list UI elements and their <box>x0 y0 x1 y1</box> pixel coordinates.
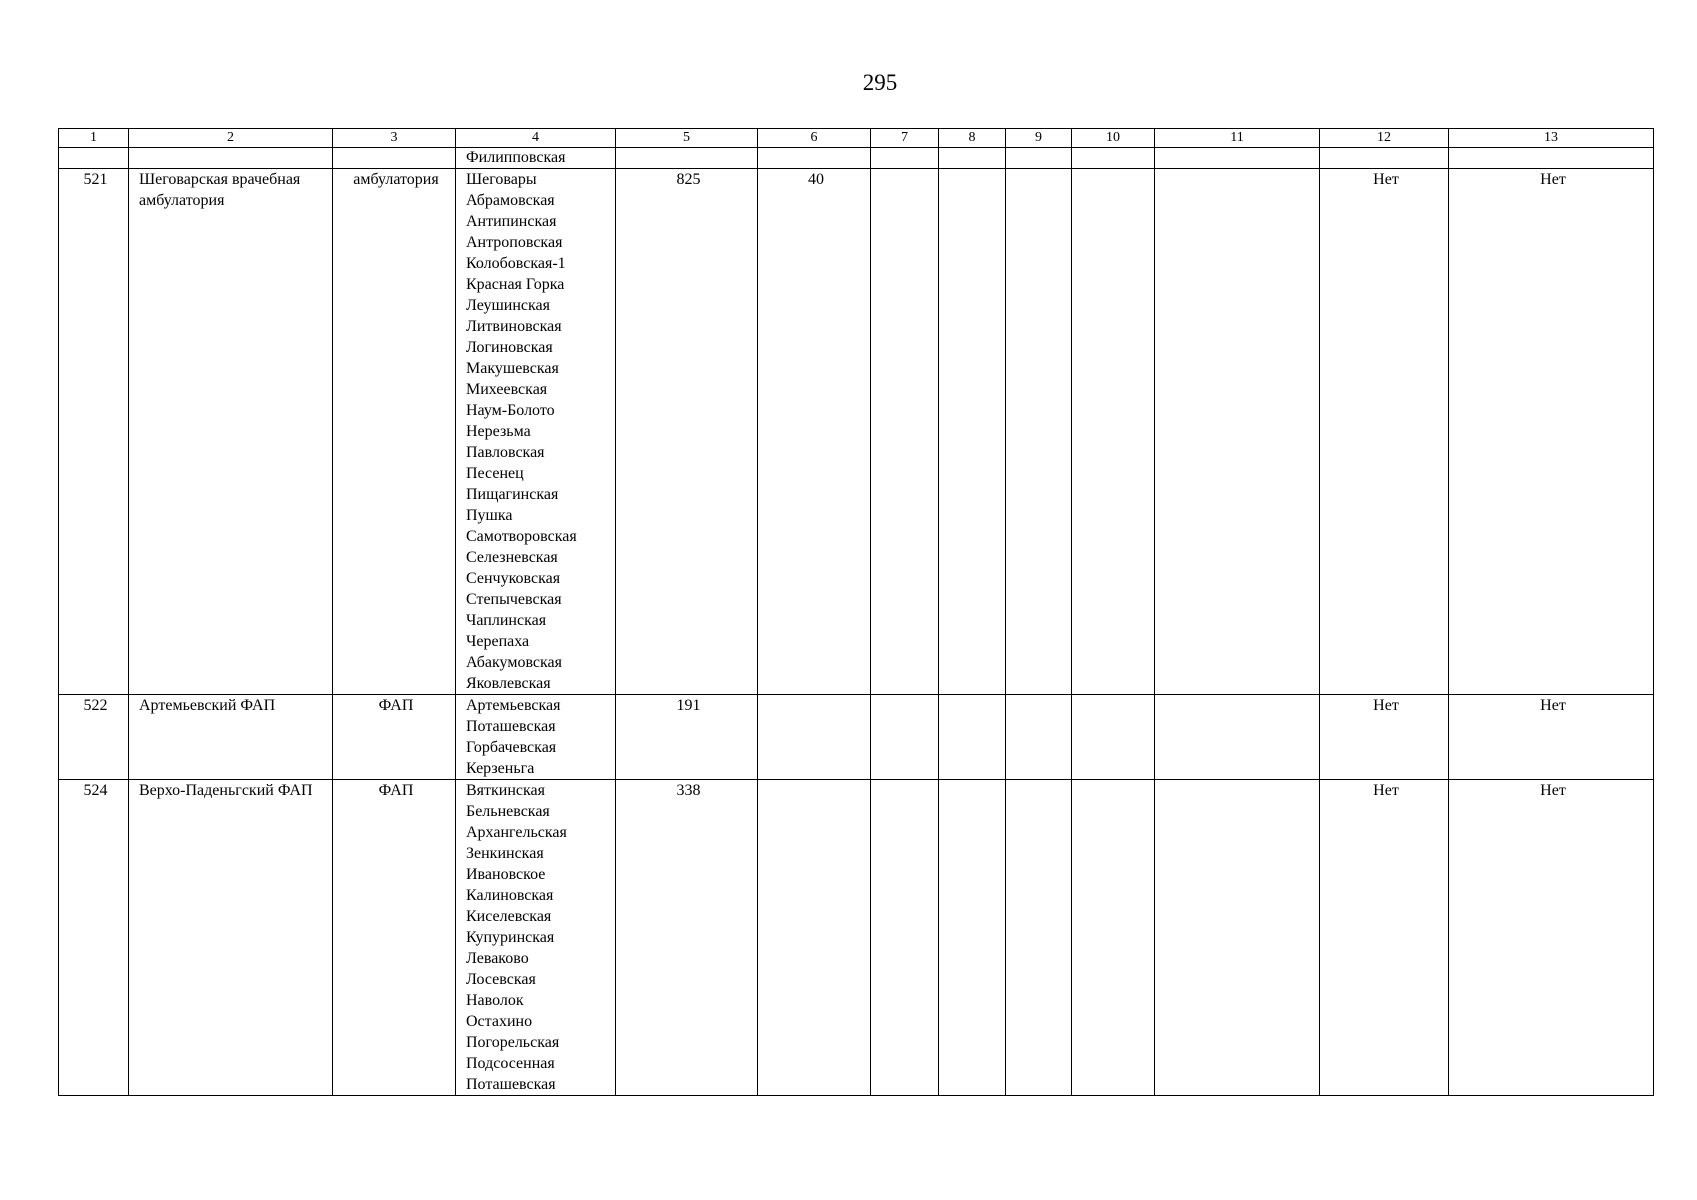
settlement-item: Купуринская <box>466 929 555 946</box>
continuation-row <box>59 148 1654 169</box>
table-cell <box>939 169 1006 695</box>
settlement-item: Архангельская <box>466 824 567 841</box>
column-number: 2 <box>129 129 333 148</box>
row-number-cell: 524 <box>59 780 129 1096</box>
settlement-item: Черепаха <box>466 633 530 650</box>
table-row <box>59 169 1654 695</box>
row-number-cell: 521 <box>59 169 129 695</box>
settlement-item: Бельневская <box>466 803 550 820</box>
col5-cell: 191 <box>616 695 758 780</box>
settlement-item: Артемьевская <box>466 697 561 714</box>
table-cell <box>616 148 758 169</box>
table-cell <box>333 148 456 169</box>
settlement-item: Леушинская <box>466 297 550 314</box>
column-number: 7 <box>871 129 939 148</box>
table-cell <box>871 780 939 1096</box>
column-number: 10 <box>1072 129 1155 148</box>
table-row <box>59 780 1654 1096</box>
settlement-item: Пищагинская <box>466 486 559 503</box>
settlement-item: Наум-Болото <box>466 402 555 419</box>
table-row <box>59 695 1654 780</box>
settlement-item: Поташевская <box>466 1076 556 1093</box>
column-number: 9 <box>1006 129 1072 148</box>
table-cell <box>129 148 333 169</box>
settlement-item: Макушевская <box>466 360 559 377</box>
settlement-item: Красная Горка <box>466 276 565 293</box>
settlement-item: Остахино <box>466 1013 533 1030</box>
settlements-cell <box>456 169 616 695</box>
table-cell <box>1006 169 1072 695</box>
settlements-cell <box>456 780 616 1096</box>
facility-type-cell: ФАП <box>333 695 456 780</box>
col12-cell: Нет <box>1320 695 1449 780</box>
page-number: 295 <box>862 70 898 95</box>
column-number: 3 <box>333 129 456 148</box>
settlement-item: Вяткинская <box>466 782 546 799</box>
settlement-item: Сенчуковская <box>466 570 561 587</box>
settlement-item: Ивановское <box>466 866 546 883</box>
facility-type-cell: ФАП <box>333 780 456 1096</box>
col5-cell: 825 <box>616 169 758 695</box>
table-cell <box>871 169 939 695</box>
col13-cell: Нет <box>1449 780 1654 1096</box>
col6-cell <box>758 780 871 1096</box>
settlement-item: Самотворовская <box>466 528 577 545</box>
table-cell <box>939 695 1006 780</box>
table-cell <box>758 148 871 169</box>
table-cell <box>939 148 1006 169</box>
table-cell <box>1155 169 1320 695</box>
table-cell <box>1449 148 1654 169</box>
settlement-item: Антроповская <box>466 234 563 251</box>
settlement-item: Абрамовская <box>466 192 555 209</box>
column-number: 5 <box>616 129 758 148</box>
table-cell <box>1006 695 1072 780</box>
table-cell <box>1155 780 1320 1096</box>
column-number-row <box>59 129 1654 148</box>
settlement-item: Горбачевская <box>466 739 557 756</box>
settlement-item: Киселевская <box>466 908 552 925</box>
table-cell <box>1072 148 1155 169</box>
table-cell <box>1006 780 1072 1096</box>
facility-name-cell: Верхо-Паденьгский ФАП <box>129 780 333 1096</box>
table-cell <box>871 148 939 169</box>
settlement-item: Калиновская <box>466 887 554 904</box>
col12-cell: Нет <box>1320 169 1449 695</box>
settlement-item: Павловская <box>466 444 545 461</box>
column-number: 8 <box>939 129 1006 148</box>
settlement-item: Леваково <box>466 950 529 967</box>
table-cell <box>59 148 129 169</box>
settlement-item: Яковлевская <box>466 675 551 692</box>
col12-cell: Нет <box>1320 780 1449 1096</box>
settlement-item: Шеговары <box>466 171 537 188</box>
settlement-item: Абакумовская <box>466 654 562 671</box>
col6-cell: 40 <box>758 169 871 695</box>
table-cell <box>1072 780 1155 1096</box>
table-cell <box>1072 695 1155 780</box>
settlement-item: Степычевская <box>466 591 562 608</box>
facilities-table <box>58 128 1654 1096</box>
table-cell <box>1320 148 1449 169</box>
settlement-item: Антипинская <box>466 213 557 230</box>
settlement-item: Селезневская <box>466 549 558 566</box>
settlements-cell <box>456 695 616 780</box>
column-number: 1 <box>59 129 129 148</box>
table-cell <box>939 780 1006 1096</box>
facility-name-cell: Артемьевский ФАП <box>129 695 333 780</box>
column-number: 6 <box>758 129 871 148</box>
settlement-item: Песенец <box>466 465 524 482</box>
settlement-item: Пушка <box>466 507 513 524</box>
settlement-item: Колобовская-1 <box>466 255 566 272</box>
col13-cell: Нет <box>1449 169 1654 695</box>
settlement-item: Керзеньга <box>466 760 535 777</box>
settlement-item: Лосевская <box>466 971 536 988</box>
column-number: 4 <box>456 129 616 148</box>
facility-type-cell: амбулатория <box>333 169 456 695</box>
row-number-cell: 522 <box>59 695 129 780</box>
settlement-item: Погорельская <box>466 1034 560 1051</box>
settlement-cell: Филипповская <box>456 148 616 169</box>
settlement-item: Нерезьма <box>466 423 531 440</box>
facility-name-cell: Шеговарская врачебная амбулатория <box>129 169 333 695</box>
settlement-item: Чаплинская <box>466 612 547 629</box>
col6-cell <box>758 695 871 780</box>
table-cell <box>871 695 939 780</box>
settlement-item: Логиновская <box>466 339 553 356</box>
settlement-item: Михеевская <box>466 381 548 398</box>
settlement-item: Подсосенная <box>466 1055 555 1072</box>
settlement-item: Зенкинская <box>466 845 544 862</box>
table-cell <box>1155 695 1320 780</box>
table-cell <box>1072 169 1155 695</box>
col13-cell: Нет <box>1449 695 1654 780</box>
column-number: 11 <box>1155 129 1320 148</box>
column-number: 12 <box>1320 129 1449 148</box>
table-cell <box>1006 148 1072 169</box>
settlement-item: Поташевская <box>466 718 556 735</box>
settlement-item: Литвиновская <box>466 318 562 335</box>
col5-cell: 338 <box>616 780 758 1096</box>
settlement-item: Наволок <box>466 992 524 1009</box>
column-number: 13 <box>1449 129 1654 148</box>
table-cell <box>1155 148 1320 169</box>
